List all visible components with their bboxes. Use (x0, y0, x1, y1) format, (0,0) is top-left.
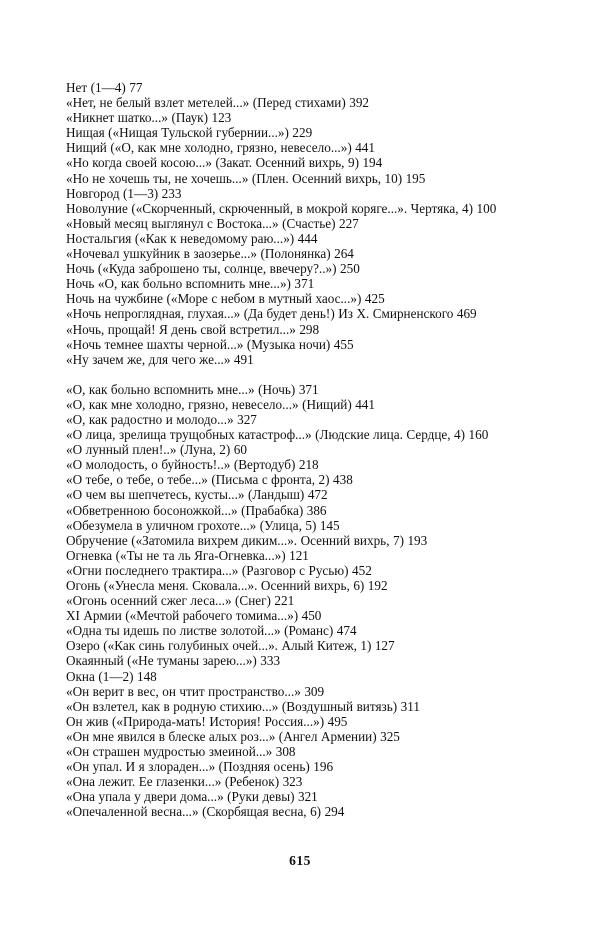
index-entry: Новгород (1—3) 233 (66, 185, 182, 201)
index-entry: «Ночь темнее шахты черной...» (Музыка ночи) 455 (66, 336, 354, 352)
index-entry: Он жив («Природа-мать! История! Россия...») 495 (66, 713, 348, 729)
index-entry: «Огонь осенний сжег леса...» (Снег) 221 (66, 593, 295, 609)
index-entry: «Но не хочешь ты, не хочешь...» (Плен. Осенний вихрь, 10) 195 (66, 170, 426, 186)
index-entry: «О молодость, о буйность!..» (Вертодуб) 218 (66, 457, 319, 473)
index-entry: Обручение («Затомила вихрем диким...». Осенний вихрь, 7) 193 (66, 532, 428, 548)
index-entry: «О лунный плен!..» (Луна, 2) 60 (66, 442, 247, 458)
index-entry: Нет (1—4) 77 (66, 80, 143, 95)
index-entry: «Огни последнего трактира...» (Разговор с Русью) 452 (66, 562, 372, 578)
page-number: 615 (289, 853, 311, 868)
index-entry: «Одна ты идешь по листве золотой...» (Романс) 474 (66, 623, 357, 639)
index-entry: Огневка («Ты не та ль Яга-Огневка...») 121 (66, 547, 309, 563)
index-entry: «Обезумела в уличном грохоте...» (Улица, 5) 145 (66, 517, 340, 533)
index-entry: «О чем вы шепчетесь, кусты...» (Ландыш) 472 (66, 487, 328, 503)
index-entry: «Он страшен мудростью змеиной...» 308 (66, 744, 296, 760)
index-entry: «Но когда своей косою...» (Закат. Осенний вихрь, 9) 194 (66, 155, 383, 171)
index-entry: Ночь «О, как больно вспомнить мне...») 371 (66, 276, 315, 292)
index-section-o (66, 382, 544, 820)
index-page (66, 80, 544, 820)
index-entry: XI Армии («Мечтой рабочего томима...») 450 (66, 608, 322, 624)
index-entry: Озеро («Как синь голубиных очей...». Алый Китеж, 1) 127 (66, 638, 395, 654)
index-entry: Огонь («Унесла меня. Сковала...». Осенний вихрь, 6) 192 (66, 578, 388, 593)
index-entry: «Ночь непроглядная, глухая...» (Да будет день!) Из Х. Смирненского 469 (66, 306, 477, 322)
index-entry: «Ночь, прощай! Я день свой встретил...» 298 (66, 321, 320, 337)
index-entry: «О, как мне холодно, грязно, невесело...» (Нищий) 441 (66, 396, 375, 412)
index-entry: «Он взлетел, как в родную стихию...» (Воздушный витязь) 311 (66, 698, 420, 714)
index-entry: «О тебе, о тебе, о тебе...» (Письма с фронта, 2) 438 (66, 472, 353, 488)
index-entry: Ностальгия («Как к неведомому раю...») 444 (66, 230, 318, 246)
index-entry: «Ночевал ушкуйник в заозерье...» (Полонянка) 264 (66, 246, 354, 262)
index-entry: «Он верит в вес, он чтит пространство...» 309 (66, 683, 325, 699)
section-gap (66, 367, 544, 382)
index-entry: «Она лежит. Ее глазенки...» (Ребенок) 323 (66, 774, 303, 790)
index-entry: «Обветренною босоножкой...» (Прабабка) 386 (66, 502, 327, 518)
index-entry: «О, как больно вспомнить мне...» (Ночь) 371 (66, 381, 319, 397)
index-entry: «Нет, не белый взлет метелей...» (Перед стихами) 392 (66, 95, 370, 111)
index-entry: «Он мне явился в блеске алых роз...» (Ангел Армении) 325 (66, 728, 400, 744)
index-entry: Окна (1—2) 148 (66, 668, 157, 684)
index-entry: «Ну зачем же, для чего же...» 491 (66, 351, 254, 367)
index-entry: «Новый месяц выглянул с Востока...» (Счастье) 227 (66, 215, 359, 231)
index-entry: «Она упала у двери дома...» (Руки девы) 321 (66, 789, 318, 805)
index-entry: Новолуние («Скорченный, скрюченный, в мокрой коряге...». Чертяка, 4) 100 (66, 200, 497, 216)
index-entry: Нищая («Нищая Тульской губернии...») 229 (66, 125, 313, 141)
index-entry: Нищий («О, как мне холодно, грязно, невесело...») 441 (66, 140, 375, 156)
index-section-n (66, 80, 544, 367)
index-entry: Ночь на чужбине («Море с небом в мутный хаос...») 425 (66, 291, 385, 307)
index-entry: «Он упал. И я злораден...» (Поздняя осень) 196 (66, 759, 334, 775)
index-entry: «Опечаленной весна...» (Скорбящая весна, 6) 294 (66, 804, 345, 820)
index-entry: Ночь («Куда заброшено ты, солнце, ввечеру?..») 250 (66, 261, 360, 277)
index-entry: «О, как радостно и молодо...» 327 (66, 411, 257, 427)
index-entry: «Никнет шатко...» (Паук) 123 (66, 110, 232, 126)
index-entry: Окаянный («Не туманы зарею...») 333 (66, 653, 281, 669)
index-entry: «О лица, зрелища трущобных катастроф...» (Людские лица. Сердце, 4) 160 (66, 427, 489, 443)
